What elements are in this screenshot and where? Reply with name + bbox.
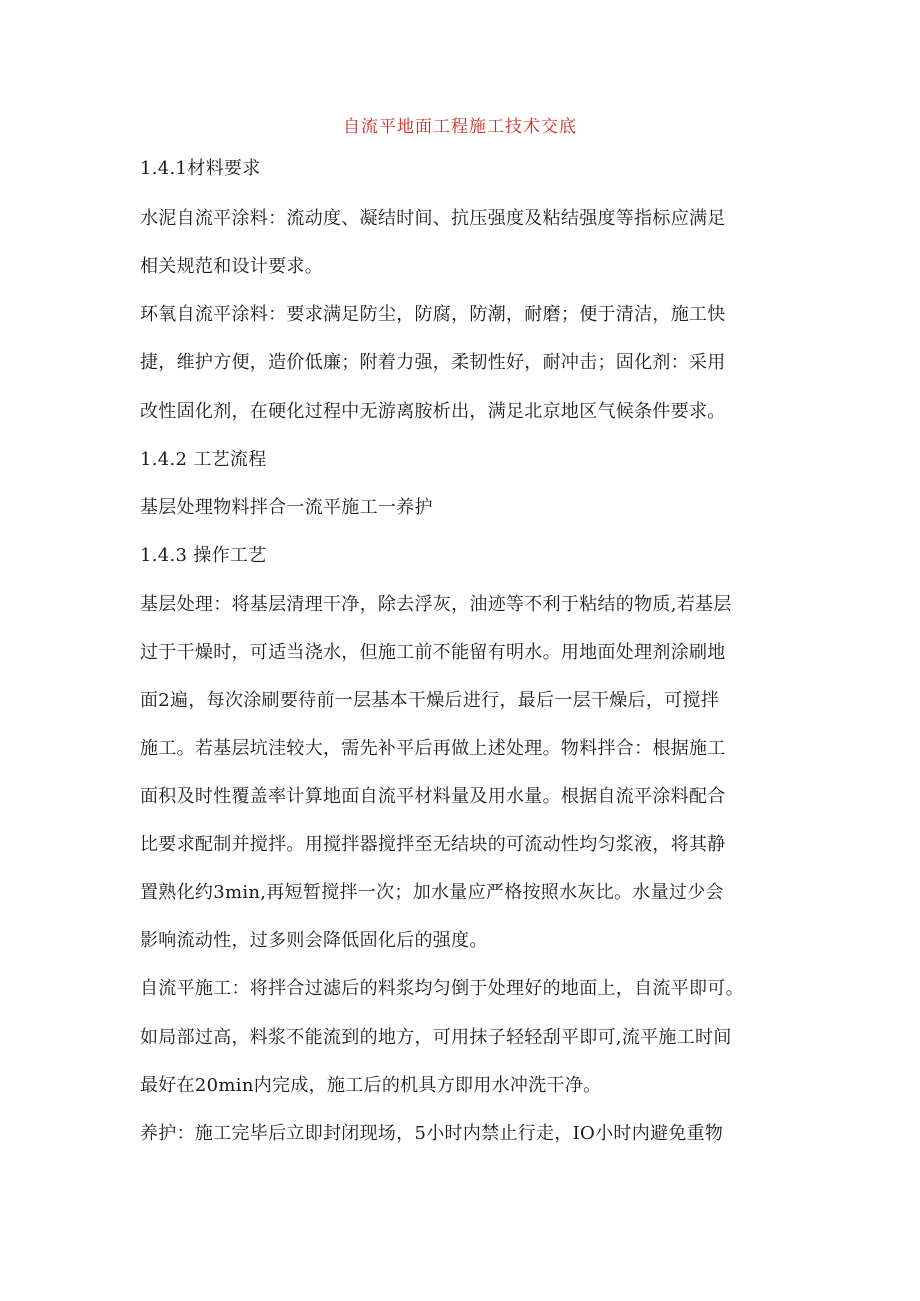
- paragraph-line: 基层处理物料拌合一流平施工一养护: [140, 497, 433, 518]
- paragraph-line: 面积及时性覆盖率计算地面自流平材料量及用水量。根据自流平涂料配合: [140, 786, 726, 807]
- paragraph-line: 相关规范和设计要求。: [140, 256, 323, 277]
- paragraph-line: 过于干燥时，可适当浇水，但施工前不能留有明水。用地面处理剂涂刷地: [140, 642, 726, 663]
- paragraph-line: 面2遍，每次涂刷要待前一层基本干燥后进行，最后一层干燥后，可搅拌: [140, 690, 720, 711]
- paragraph-line: 自流平施工：将拌合过滤后的料浆均匀倒于处理好的地面上，自流平即可。: [140, 978, 744, 999]
- paragraph-line: 水泥自流平涂料：流动度、凝结时间、抗压强度及粘结强度等指标应满足: [140, 208, 726, 229]
- paragraph-line: 环氧自流平涂料：要求满足防尘，防腐，防潮，耐磨；便于清洁，施工快: [140, 304, 726, 325]
- paragraph-line: 影响流动性，过多则会降低固化后的强度。: [140, 930, 488, 951]
- paragraph-line: 比要求配制并搅拌。用搅拌器搅拌至无结块的可流动性均匀浆液，将其静: [140, 834, 726, 855]
- section-heading-operation: 1.4.3 操作工艺: [140, 545, 267, 566]
- document-title: 自流平地面工程施工技术交底: [343, 117, 577, 137]
- paragraph-line: 如局部过高，料浆不能流到的地方，可用抹子轻轻刮平即可,流平施工时间: [140, 1027, 732, 1048]
- paragraph-line: 捷，维护方便，造价低廉；附着力强，柔韧性好，耐冲击；固化剂：采用: [140, 352, 726, 373]
- paragraph-line: 基层处理：将基层清理干净，除去浮灰，油迹等不利于粘结的物质,若基层: [140, 594, 732, 615]
- paragraph-line: 施工。若基层坑洼较大，需先补平后再做上述处理。物料拌合：根据施工: [140, 738, 726, 759]
- section-heading-materials: 1.4.1材料要求: [140, 158, 261, 179]
- paragraph-line: 最好在20min内完成，施工后的机具方即用水冲洗干净。: [140, 1075, 602, 1096]
- paragraph-line: 置熟化约3min,再短暂搅拌一次；加水量应严格按照水灰比。水量过少会: [140, 882, 724, 903]
- section-heading-process: 1.4.2 工艺流程: [140, 449, 267, 470]
- paragraph-line: 养护：施工完毕后立即封闭现场，5小时内禁止行走，IO小时内避免重物: [140, 1123, 724, 1144]
- paragraph-line: 改性固化剂，在硬化过程中无游离胺析出，满足北京地区气候条件要求。: [140, 401, 726, 422]
